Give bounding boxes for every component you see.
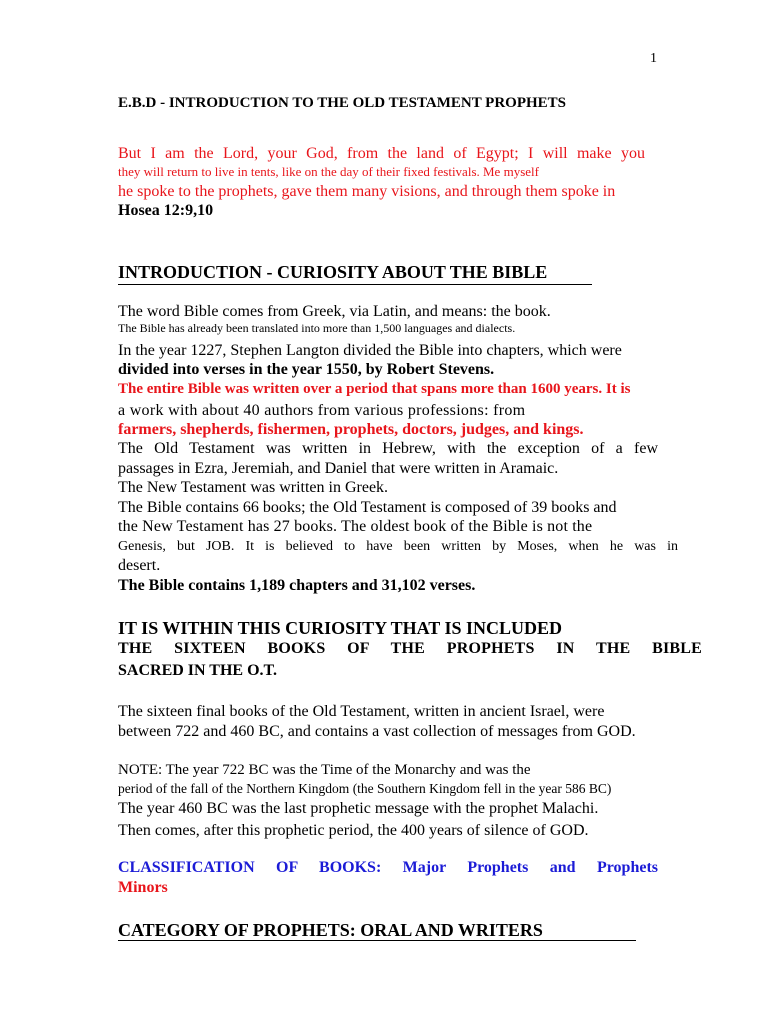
note-line: NOTE: The year 722 BC was the Time of the Monarchy and was the xyxy=(118,762,531,778)
section-heading-sixteen-books-2: THE SIXTEEN BOOKS OF THE PROPHETS IN THE BIBLE xyxy=(118,640,702,657)
verse-line-2: they will return to live in tents, like on the day of their fixed festivals. Me myself xyxy=(118,164,539,179)
note-line: period of the fall of the Northern Kingdom (the Southern Kingdom fell in the year 586 BC) xyxy=(118,781,612,796)
body-line: The sixteen final books of the Old Testament, written in ancient Israel, were xyxy=(118,703,605,720)
body-line: desert. xyxy=(118,557,161,574)
body-line: between 722 and 460 BC, and contains a vast collection of messages from GOD. xyxy=(118,723,636,740)
heading-underline xyxy=(118,284,592,285)
section-heading-sixteen-books-1: IT IS WITHIN THIS CURIOSITY THAT IS INCLUDED xyxy=(118,618,562,638)
section-heading-sixteen-books-3: SACRED IN THE O.T. xyxy=(118,662,277,679)
verse-line-3: he spoke to the prophets, gave them many visions, and through them spoke in xyxy=(118,183,616,200)
body-line: divided into verses in the year 1550, by Robert Stevens. xyxy=(118,361,495,378)
classification-heading-1: CLASSIFICATION OF BOOKS: Major Prophets and Prophets xyxy=(118,859,658,876)
body-line: The word Bible comes from Greek, via Latin, and means: the book. xyxy=(118,303,551,320)
body-line: Genesis, but JOB. It is believed to have been written by Moses, when he was in xyxy=(118,539,678,554)
body-line: farmers, shepherds, fishermen, prophets, doctors, judges, and kings. xyxy=(118,421,584,438)
body-line: The Bible has already been translated into more than 1,500 languages and dialects. xyxy=(118,321,516,335)
heading-underline xyxy=(118,940,636,941)
classification-heading-2: Minors xyxy=(118,879,168,896)
body-line: The Old Testament was written in Hebrew, with the exception of a few xyxy=(118,440,658,457)
verse-reference: Hosea 12:9,10 xyxy=(118,202,214,219)
body-line: the New Testament has 27 books. The oldest book of the Bible is not the xyxy=(118,518,593,535)
body-line: The New Testament was written in Greek. xyxy=(118,479,389,496)
note-line: Then comes, after this prophetic period, the 400 years of silence of GOD. xyxy=(118,822,589,839)
body-line: passages in Ezra, Jeremiah, and Daniel that were written in Aramaic. xyxy=(118,460,559,477)
page-number: 1 xyxy=(650,51,657,66)
body-line: The Bible contains 1,189 chapters and 31,102 verses. xyxy=(118,577,476,594)
body-line: In the year 1227, Stephen Langton divided the Bible into chapters, which were xyxy=(118,342,622,359)
body-line: a work with about 40 authors from various professions: from xyxy=(118,402,526,419)
body-line: The entire Bible was written over a period that spans more than 1600 years. It is xyxy=(118,381,631,397)
section-heading-curiosity: INTRODUCTION - CURIOSITY ABOUT THE BIBLE xyxy=(118,262,548,282)
document-title: E.B.D - INTRODUCTION TO THE OLD TESTAMENT PROPHETS xyxy=(118,95,567,111)
body-line: The Bible contains 66 books; the Old Testament is composed of 39 books and xyxy=(118,499,617,516)
verse-line-1: But I am the Lord, your God, from the land of Egypt; I will make you xyxy=(118,145,645,162)
category-heading: CATEGORY OF PROPHETS: ORAL AND WRITERS xyxy=(118,920,543,940)
note-line: The year 460 BC was the last prophetic message with the prophet Malachi. xyxy=(118,800,599,817)
